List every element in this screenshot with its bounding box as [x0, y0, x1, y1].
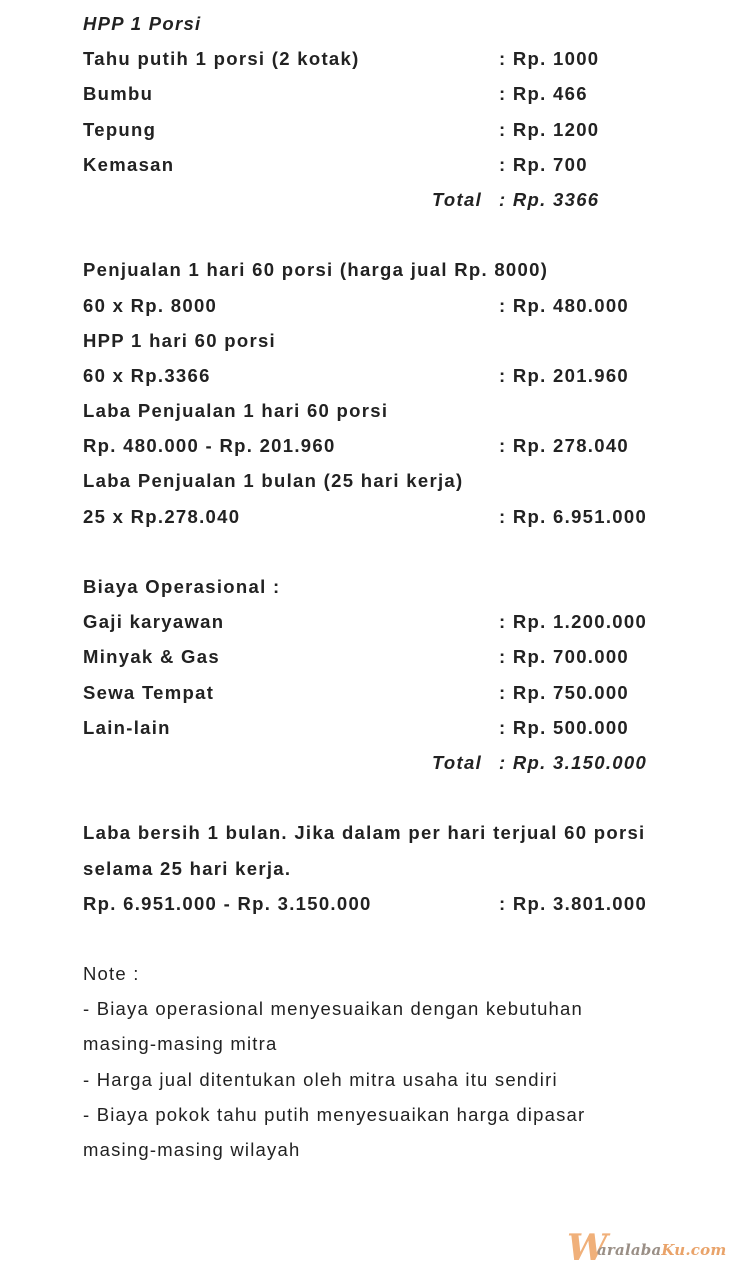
row-value: : Rp. 6.951.000: [499, 505, 648, 527]
operational-row-lain: [83, 710, 703, 745]
row-label: 25 x Rp.278.040: [83, 505, 241, 527]
row-label: Kemasan: [83, 153, 175, 175]
sales-calc-revenue: [83, 288, 703, 323]
operational-row-gaji: [83, 604, 703, 639]
section-spacer: [83, 780, 703, 815]
row-value: : Rp. 750.000: [499, 681, 630, 703]
row-label: Tahu putih 1 porsi (2 kotak): [83, 48, 360, 70]
row-value: : Rp. 700.000: [499, 646, 630, 668]
row-label: Lain-lain: [83, 716, 171, 738]
sales-calc-hpp: [83, 358, 703, 393]
sales-hpp-heading: HPP 1 hari 60 porsi: [83, 329, 276, 351]
section-spacer: [83, 217, 703, 252]
row-label: Tepung: [83, 118, 157, 140]
section-spacer: [83, 534, 703, 569]
row-label: 60 x Rp. 8000: [83, 294, 218, 316]
hpp-row-bumbu: [83, 76, 703, 111]
row-value: : Rp. 700: [499, 153, 588, 175]
row-value: : Rp. 1200: [499, 118, 600, 140]
row-value: : Rp. 500.000: [499, 716, 630, 738]
logo-text-a: aralaba: [597, 1241, 662, 1259]
total-value: : Rp. 3.150.000: [499, 751, 648, 773]
net-heading-line-1: Laba bersih 1 bulan. Jika dalam per hari terjual 60 porsi: [83, 822, 646, 844]
row-label: Rp. 6.951.000 - Rp. 3.150.000: [83, 892, 372, 914]
sales-calc-profit-day: [83, 428, 703, 463]
hpp-title: HPP 1 Porsi: [83, 13, 202, 34]
note-line: masing-masing mitra: [83, 1033, 278, 1055]
logo-w-mark: W: [567, 1227, 608, 1269]
row-label: Bumbu: [83, 83, 154, 105]
operational-row-sewa: [83, 675, 703, 710]
row-label: Sewa Tempat: [83, 681, 215, 703]
row-value: : Rp. 3.801.000: [499, 892, 648, 914]
row-value: : Rp. 480.000: [499, 294, 630, 316]
total-label: Total: [432, 188, 483, 210]
note-line: - Harga jual ditentukan oleh mitra usaha itu sendiri: [83, 1068, 558, 1090]
operational-total-row: [83, 745, 703, 780]
net-calc-row: [83, 886, 703, 921]
net-heading-line-2: selama 25 hari kerja.: [83, 857, 292, 879]
note-line: masing-masing wilayah: [83, 1139, 301, 1160]
row-value: : Rp. 1.200.000: [499, 611, 648, 633]
sales-profit-month-heading: Laba Penjualan 1 bulan (25 hari kerja): [83, 470, 464, 492]
note-heading: Note :: [83, 963, 140, 985]
logo-text-b: Ku.com: [661, 1241, 727, 1259]
hpp-row-tepung: [83, 112, 703, 147]
operational-row-minyak: [83, 639, 703, 674]
row-label: Gaji karyawan: [83, 611, 225, 633]
document-body: [83, 6, 703, 1167]
operational-heading: Biaya Operasional :: [83, 576, 281, 597]
sales-calc-profit-month: [83, 499, 703, 534]
hpp-total-row: [83, 182, 703, 217]
row-label: Rp. 480.000 - Rp. 201.960: [83, 435, 336, 457]
note-line: - Biaya pokok tahu putih menyesuaikan harga dipasar: [83, 1103, 586, 1125]
row-value: : Rp. 201.960: [499, 364, 630, 386]
note-line: - Biaya operasional menyesuaikan dengan kebutuhan: [83, 998, 584, 1020]
row-label: 60 x Rp.3366: [83, 364, 211, 386]
total-value: : Rp. 3366: [499, 188, 600, 210]
row-value: : Rp. 466: [499, 83, 588, 105]
logo-wordmark: [597, 1240, 726, 1260]
total-label: Total: [432, 751, 483, 773]
section-spacer: [83, 921, 703, 956]
sales-profit-day-heading: Laba Penjualan 1 hari 60 porsi: [83, 400, 389, 422]
row-value: : Rp. 278.040: [499, 435, 630, 457]
sales-heading: Penjualan 1 hari 60 porsi (harga jual Rp. 8000): [83, 259, 549, 281]
hpp-row-tahu: [83, 41, 703, 76]
row-value: : Rp. 1000: [499, 48, 600, 70]
hpp-row-kemasan: [83, 147, 703, 182]
waralabaku-logo: [567, 1228, 732, 1268]
row-label: Minyak & Gas: [83, 646, 220, 668]
